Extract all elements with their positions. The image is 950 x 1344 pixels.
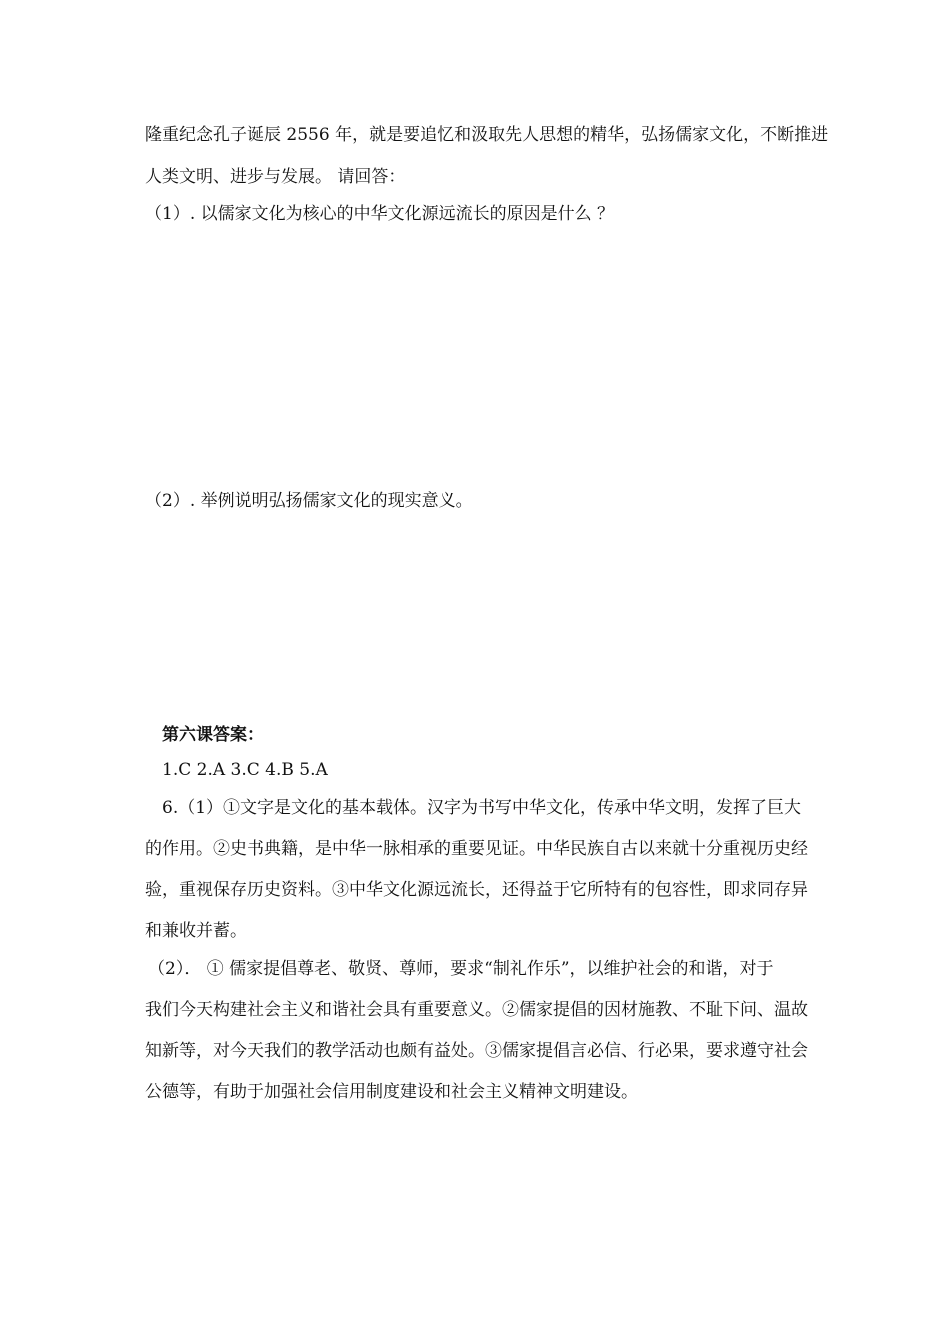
answer-6-1-line-4: 和兼收并蓄。 bbox=[145, 921, 247, 941]
answer-6-2-line-2: 我们今天构建社会主义和谐社会具有重要意义。②儒家提倡的因材施教、不耻下问、温故 bbox=[145, 1000, 808, 1020]
intro-line-2: 人类文明、进步与发展。 请回答： bbox=[145, 167, 406, 187]
answer-6-2-line-1: （2）． ① 儒家提倡尊老、敬贤、尊师，要求“制礼作乐”，以维护社会的和谐，对于 bbox=[148, 959, 774, 979]
question-2: （2）. 举例说明弘扬儒家文化的现实意义。 bbox=[145, 491, 473, 511]
answer-6-1-line-2: 的作用。②史书典籍，是中华一脉相承的重要见证。中华民族自古以来就十分重视历史经 bbox=[145, 839, 808, 859]
answer-6-1-line-3: 验，重视保存历史资料。③中华文化源远流长，还得益于它所特有的包容性，即求同存异 bbox=[145, 880, 808, 900]
answers-heading: 第六课答案： bbox=[162, 725, 264, 745]
question-1: （1）. 以儒家文化为核心的中华文化源远流长的原因是什么 ？ bbox=[145, 204, 615, 224]
answer-6-1-line-1: 6.（1）①文字是文化的基本载体。汉字为书写中华文化，传承中华文明，发挥了巨大 bbox=[162, 798, 802, 818]
intro-line-1: 隆重纪念孔子诞辰 2556 年，就是要追忆和汲取先人思想的精华，弘扬儒家文化，不断推进 bbox=[145, 125, 829, 145]
answer-6-2-line-4: 公德等，有助于加强社会信用制度建设和社会主义精神文明建设。 bbox=[145, 1082, 638, 1102]
mc-answers: 1.C 2.A 3.C 4.B 5.A bbox=[162, 760, 328, 780]
answer-6-2-line-3: 知新等，对今天我们的教学活动也颇有益处。③儒家提倡言必信、行必果，要求遵守社会 bbox=[145, 1041, 808, 1061]
